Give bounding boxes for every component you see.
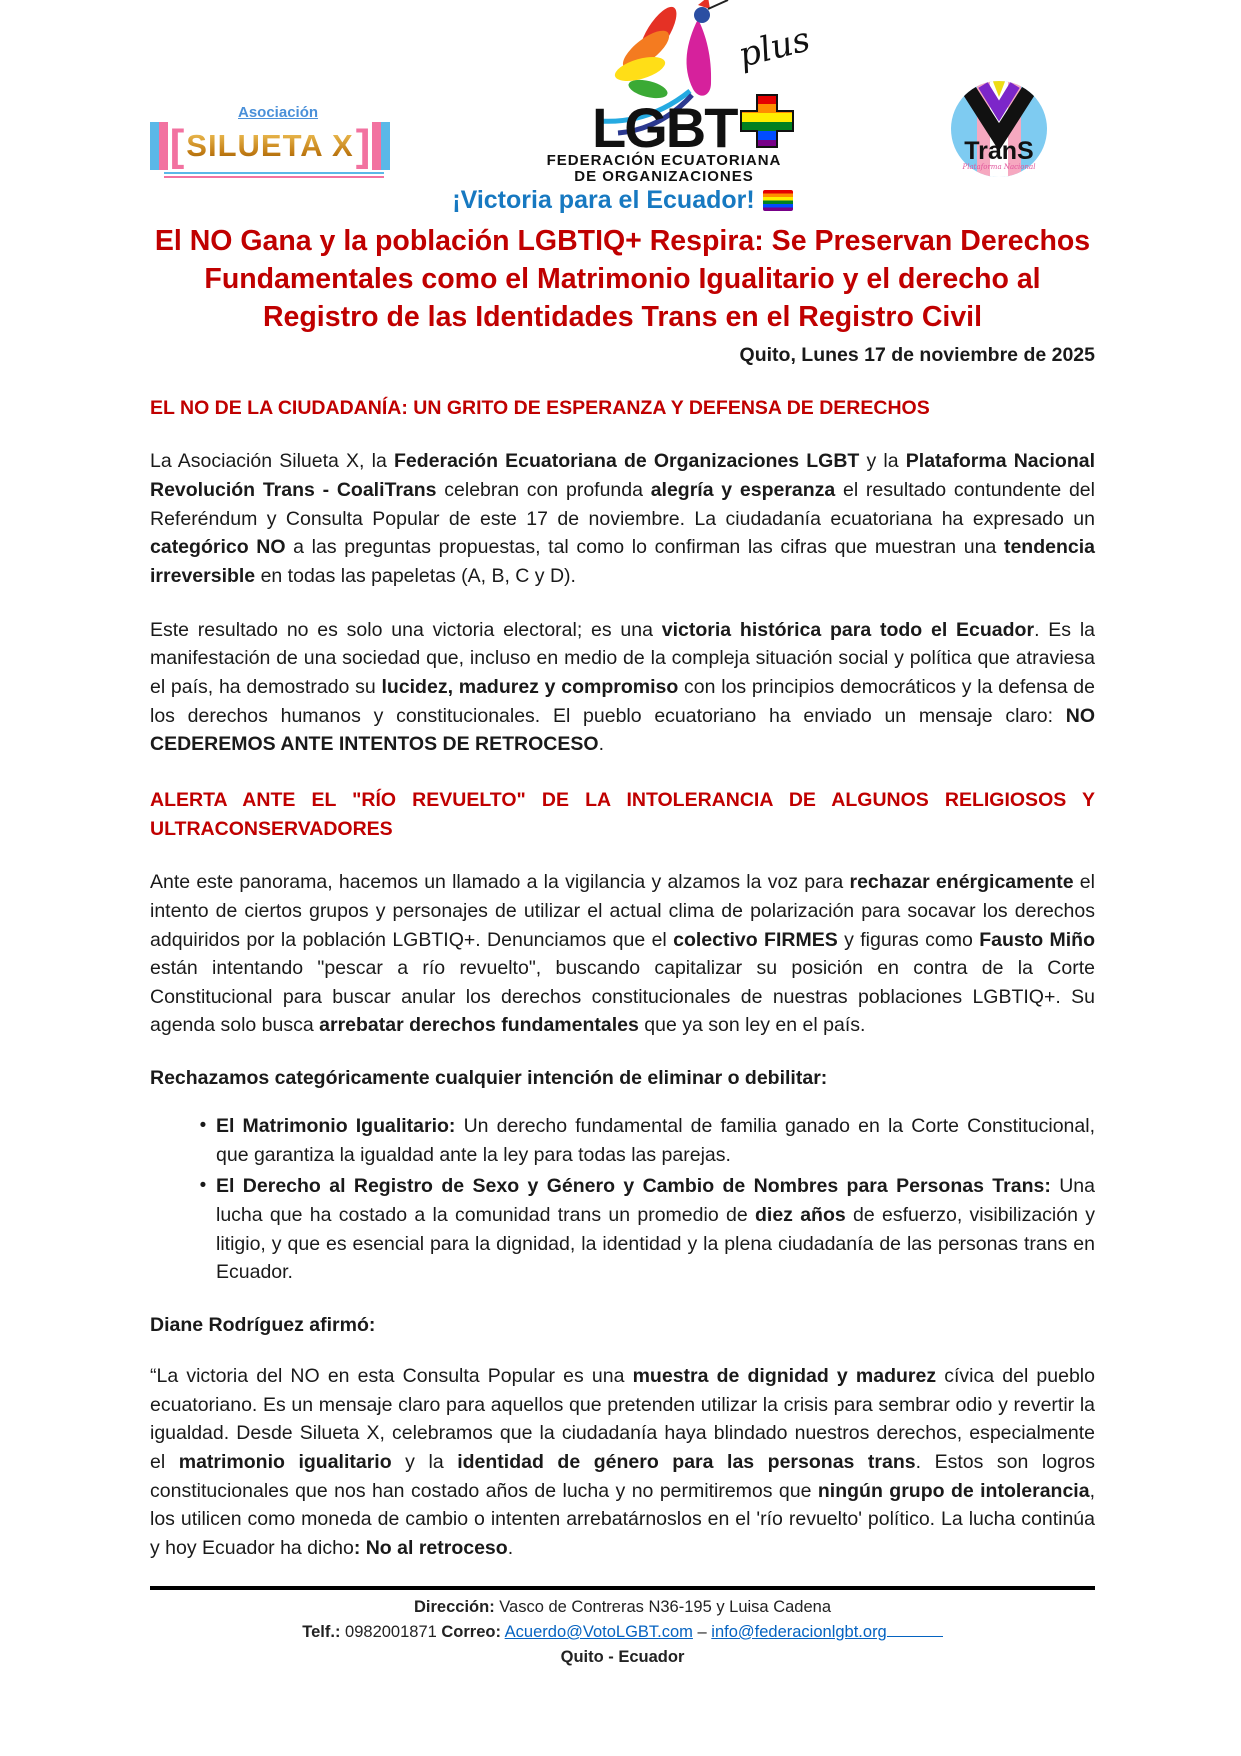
footer-contact-line: Telf.: 0982001871 Correo: Acuerdo@VotoLGBT.com – info@federacionlgbt.org [150, 1620, 1095, 1645]
silueta-underlines [164, 172, 384, 178]
trans-subtitle: Plataforma Nacional [962, 163, 1036, 171]
logo-row [150, 0, 1095, 192]
silueta-x-logo [150, 104, 390, 178]
paragraph-celebration: La Asociación Silueta X, la Federación Ecuatoriana de Organizaciones LGBT y la Plataforma Nacional Revolución Trans - CoaliTrans celebran con profunda alegría y esperanza el resultado contundente del Referéndum y Consulta Popular de este 17 de noviembre. La ciudadanía ecuatoriana ha expresado un categórico NO a las preguntas propuestas, tal como lo confirman las cifras que muestran una tendencia irreversible en todas las papeletas (A, B, C y D). [150, 450, 1095, 587]
federacion-line2: DE ORGANIZACIONES [573, 168, 754, 183]
silueta-name: SILUETA X [186, 128, 354, 163]
federacion-line1: FEDERACIÓN ECUATORIANA [546, 152, 781, 169]
email-link-voto-lgbt[interactable]: Acuerdo@VotoLGBT.com [504, 1622, 693, 1641]
dateline: Quito, Lunes 17 de noviembre de 2025 [739, 343, 1095, 366]
page-title: El NO Gana y la población LGBTIQ+ Respira: Se Preservan Derechos Fundamentales como el Matrimonio Igualitario y el derecho al Registro de las Identidades Trans en el Registro Civil [154, 225, 1091, 333]
hummingbird-icon [530, 0, 810, 183]
silueta-left-bracket-icon: [ [169, 121, 185, 170]
rainbow-plus-icon [735, 95, 805, 149]
rejection-subhead: Rechazamos categóricamente cualquier intención de eliminar o debilitar: [150, 1067, 828, 1090]
victory-line: ¡Victoria para el Ecuador! [150, 186, 1095, 215]
section-heading-ciudadania: EL NO DE LA CIUDADANÍA: UN GRITO DE ESPERANZA Y DEFENSA DE DERECHOS [150, 396, 930, 419]
trans-platform-logo [949, 79, 1049, 184]
bullet-icon: • [199, 1115, 207, 1137]
svg-text:plus: plus [734, 19, 810, 76]
footer-address-line: Dirección: Vasco de Contreras N36-195 y Luisa Cadena [414, 1598, 831, 1616]
rainbow-flag-icon [763, 190, 793, 211]
silueta-blue-bar-icon [381, 122, 390, 170]
list-item: • El Matrimonio Igualitario: Un derecho fundamental de familia ganado en la Corte Constitucional, que garantiza la igualdad ante la ley para todas las parejas. [150, 1112, 1095, 1169]
bullet-icon: • [199, 1175, 207, 1197]
email-link-federacion[interactable]: info@federacionlgbt.org [711, 1622, 887, 1641]
lgbt-plus-federation-logo [530, 0, 810, 188]
silueta-pink-bar-icon [372, 122, 381, 170]
trans-circle-icon [949, 79, 1049, 179]
silueta-right-bracket-icon: ] [355, 121, 371, 170]
section-heading-alerta: ALERTA ANTE EL "RÍO REVUELTO" DE LA INTOLERANCIA DE ALGUNOS RELIGIOSOS Y ULTRACONSERVADORES [150, 788, 1095, 840]
list-item: • El Derecho al Registro de Sexo y Género y Cambio de Nombres para Personas Trans: Una lucha que ha costado a la comunidad trans un promedio de diez años de esfuerzo, visibilización y litigio, y que es esencial para la dignidad, la identidad y la plena ciudadanía de las personas trans en Ecuador. [150, 1172, 1095, 1287]
trans-name: TranS [964, 137, 1034, 165]
svg-text:LGBT: LGBT [591, 96, 736, 159]
silueta-blue-bar-icon [150, 122, 159, 170]
silueta-pink-bar-icon [159, 122, 168, 170]
paragraph-quote: “La victoria del NO en esta Consulta Popular es una muestra de dignidad y madurez cívica del pueblo ecuatoriano. Es un mensaje claro para aquellos que pretenden utilizar la crisis para sembrar odio y revertir la igualdad. Desde Silueta X, celebramos que la ciudadanía haya blindado nuestros derechos, especialmente el matrimonio igualitario y la identidad de género para las personas trans. Estos son logros constitucionales que nos han costado años de lucha y no permitiremos que ningún grupo de intolerancia, los utilicen como moneda de cambio o intenten arrebatárnoslos en el 'río revuelto' político. La lucha continúa y hoy Ecuador ha dicho: No al retroceso. [150, 1365, 1096, 1560]
silueta-asociacion-label: Asociación [238, 104, 319, 121]
paragraph-warning: Ante este panorama, hacemos un llamado a la vigilancia y alzamos la voz para rechazar enérgicamente el intento de ciertos grupos y personajes de utilizar el actual clima de polarización para socavar los derechos adquiridos por la población LGBTIQ+. Denunciamos que el colectivo FIRMES y figuras como Fausto Miño están intentando "pescar a río revuelto", buscando capitalizar su posición en contra de la Corte Constitucional para buscar anular los derechos constitucionales de nuestras poblaciones LGBTIQ+. Su agenda solo busca arrebatar derechos fundamentales que ya son ley en el país. [150, 871, 1095, 1037]
paragraph-historic-victory: Este resultado no es solo una victoria electoral; es una victoria histórica para todo el Ecuador. Es la manifestación de una sociedad que, incluso en medio de la compleja situación social y política que atraviesa el país, ha demostrado su lucidez, madurez y compromiso con los principios democráticos y la defensa de los derechos humanos y constitucionales. El pueblo ecuatoriano ha enviado un mensaje claro: NO CEDEREMOS ANTE INTENTOS DE RETROCESO. [150, 618, 1095, 756]
quote-attribution: Diane Rodríguez afirmó: [150, 1314, 376, 1337]
rights-bullet-list [150, 1112, 1095, 1287]
footer [150, 1586, 1095, 1669]
footer-city: Quito - Ecuador [560, 1647, 685, 1666]
trailing-underline [887, 1623, 943, 1637]
